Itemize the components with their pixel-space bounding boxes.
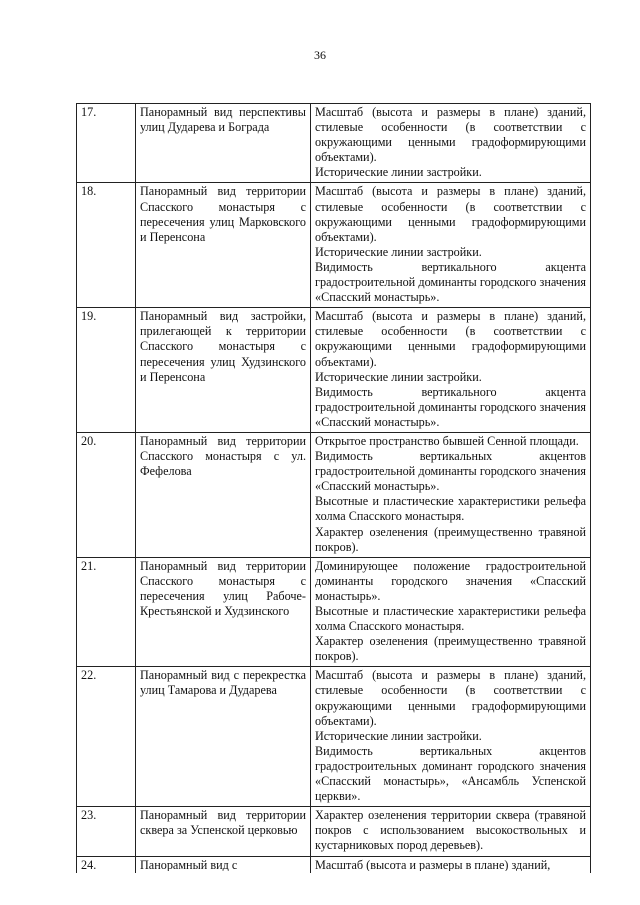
protected-features xyxy=(311,667,591,807)
row-number: 22. xyxy=(77,667,136,807)
table-row xyxy=(77,308,591,433)
table-row xyxy=(77,807,591,856)
table-row xyxy=(77,183,591,308)
feature-line: Видимость вертикальных акцентов градостроительных доминант городского значения «Спасский монастырь», «Ансамбль Успенской церкви». xyxy=(315,743,586,804)
table-row xyxy=(77,557,591,667)
viewpoints-table xyxy=(76,103,591,873)
page-number: 36 xyxy=(314,48,326,62)
feature-line: Исторические линии застройки. xyxy=(315,369,482,384)
feature-line: Высотные и пластические характеристики рельефа холма Спасского монастыря. xyxy=(315,604,586,634)
feature-line: Характер озеленения территории сквера (травяной покров с использованием высокоствольных и кустарниковых пород деревьев). xyxy=(315,808,586,853)
row-number-text: 24. xyxy=(81,857,97,871)
feature-line: Масштаб (высота и размеры в плане) зданий, стилевые особенности (в соответствии с окружающими ценными градоформирующими объектами). xyxy=(315,309,586,369)
viewpoint-name: Панорамный вид территории Спасского монастыря с ул. Фефелова xyxy=(136,432,311,557)
feature-line: Характер озеленения (преимущественно травяной покров). xyxy=(315,634,586,664)
viewpoint-name xyxy=(136,856,311,873)
feature-line: Масштаб (высота и размеры в плане) зданий, стилевые особенности (в соответствии с окружающими ценными градоформирующими объектами). xyxy=(315,105,586,165)
feature-line: Масштаб (высота и размеры в плане) зданий, стилевые особенности (в соответствии с окружающими ценными градоформирующими объектами). xyxy=(315,184,586,244)
protected-features xyxy=(311,856,591,873)
protected-features xyxy=(311,557,591,667)
table-row xyxy=(77,856,591,873)
feature-line: Исторические линии застройки. xyxy=(315,728,482,743)
feature-line: Исторические линии застройки. xyxy=(315,244,482,259)
table-row xyxy=(77,432,591,557)
protected-features xyxy=(311,432,591,557)
table-row xyxy=(77,667,591,807)
viewpoint-name: Панорамный вид территории Спасского монастыря с пересечения улиц Рабоче-Крестьянской и Худзинского xyxy=(136,557,311,667)
row-number: 21. xyxy=(77,557,136,667)
protected-features xyxy=(311,308,591,433)
viewpoint-name: Панорамный вид застройки, прилегающей к территории Спасского монастыря с пересечения улиц Худзинского и Перенсона xyxy=(136,308,311,433)
feature-line: Видимость вертикального акцента градостроительной доминанты городского значения «Спасский монастырь». xyxy=(315,384,586,429)
feature-line: Высотные и пластические характеристики рельефа холма Спасского монастыря. xyxy=(315,494,586,524)
feature-line: Исторические линии застройки. xyxy=(315,165,482,180)
protected-features xyxy=(311,807,591,856)
feature-line: Масштаб (высота и размеры в плане) зданий, xyxy=(315,857,551,871)
protected-features xyxy=(311,104,591,183)
viewpoint-name: Панорамный вид территории сквера за Успенской церковью xyxy=(136,807,311,856)
feature-line: Характер озеленения (преимущественно травяной покров). xyxy=(315,524,586,554)
row-number: 17. xyxy=(77,104,136,183)
feature-line: Видимость вертикальных акцентов градостроительной доминанты городского значения «Спасский монастырь». xyxy=(315,449,586,494)
viewpoint-name: Панорамный вид территории Спасского монастыря с пересечения улиц Марковского и Перенсона xyxy=(136,183,311,308)
feature-line: Масштаб (высота и размеры в плане) зданий, стилевые особенности (в соответствии с окружающими ценными градоформирующими объектами). xyxy=(315,668,586,728)
viewpoint-name: Панорамный вид с перекрестка улиц Тамарова и Дударева xyxy=(136,667,311,807)
row-number: 20. xyxy=(77,432,136,557)
protected-features xyxy=(311,183,591,308)
feature-line: Видимость вертикального акцента градостроительной доминанты городского значения «Спасский монастырь». xyxy=(315,259,586,305)
viewpoint-name-text: Панорамный вид с xyxy=(140,857,238,871)
feature-line: Открытое пространство бывшей Сенной площади. xyxy=(315,433,579,448)
table-row xyxy=(77,104,591,183)
feature-line: Доминирующее положение градостроительной доминанты городского значения «Спасский монастырь». xyxy=(315,558,586,603)
row-number xyxy=(77,856,136,873)
row-number: 19. xyxy=(77,308,136,433)
viewpoint-name: Панорамный вид перспективы улиц Дударева и Бограда xyxy=(136,104,311,183)
row-number: 18. xyxy=(77,183,136,308)
row-number: 23. xyxy=(77,807,136,856)
